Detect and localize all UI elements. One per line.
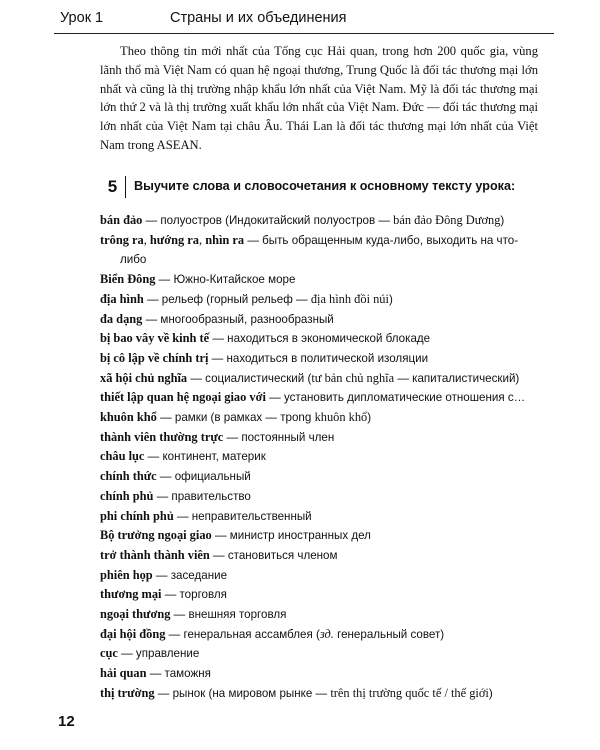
vocab-term: chính phủ <box>100 488 154 503</box>
vocab-definition <box>212 529 371 542</box>
vocab-definition <box>157 470 251 483</box>
vocab-term: cục <box>100 646 118 661</box>
vocab-entry <box>100 270 540 290</box>
vocab-definition-text: — постоянный член <box>223 430 335 444</box>
vocab-definition <box>165 628 444 641</box>
vocab-definition-text: — торговля <box>161 588 227 602</box>
vocab-definition <box>174 510 312 523</box>
vocab-entry <box>100 467 540 487</box>
vocab-term: bị cô lập về chính trị <box>100 350 209 365</box>
vocab-definition-text: — заседание <box>152 568 228 582</box>
vocab-definition-text: — становиться членом <box>209 548 338 562</box>
vocab-term: thị trường <box>100 685 155 700</box>
vocab-definition-text: — установить дипломатические отношения с… <box>265 391 526 405</box>
vocab-term: phiên họp <box>100 567 153 582</box>
vocab-entry <box>100 408 540 428</box>
page-number: 12 <box>58 713 75 730</box>
vocab-term: xã hội chủ nghĩa <box>100 370 188 385</box>
vocab-definition-tail: ) <box>388 292 393 306</box>
vocab-definition-text: — находиться в экономической блокаде <box>209 332 431 346</box>
running-header <box>54 10 554 32</box>
vocab-definition <box>142 313 333 326</box>
vocab-definition-text: — полуостров (Индокитайский полуостров — <box>142 214 394 227</box>
vocab-definition-tail: — капиталистический) <box>394 371 520 385</box>
vocab-definition-text: — официальный <box>156 470 251 484</box>
header-rule <box>54 33 554 34</box>
vocab-definition-text: — Южно-Китайское море <box>155 273 296 287</box>
vocab-definition-tail: ) <box>500 214 505 227</box>
vocab-entry <box>100 644 540 664</box>
vocab-definition-text: — рамки (в рамках — трong <box>156 411 315 425</box>
vocab-example-vietnamese: bán đảo Đông Dương <box>393 213 501 227</box>
vocab-definition-tail: ) <box>488 686 493 700</box>
vocab-entry <box>100 211 540 231</box>
vocab-definition <box>161 588 226 601</box>
vocab-entry <box>100 684 540 704</box>
vocab-definition-text: — быть обращенным куда-либо, выходить на что-либо <box>120 233 519 267</box>
vocab-term: đa dạng <box>100 311 143 326</box>
vocab-term: trông ra <box>100 232 144 247</box>
vocab-definition-text: — таможня <box>146 667 211 681</box>
vocab-definition-text: — находиться в политической изоляции <box>208 351 429 365</box>
vocab-entry <box>100 231 540 270</box>
vocab-entry <box>100 625 540 645</box>
vocab-definition-text: — многообразный, разнообразный <box>142 312 334 326</box>
vocab-definition-text: — министр иностранных дел <box>211 529 371 543</box>
vocab-definition <box>170 608 286 621</box>
vocab-term: Bộ trưởng ngoại giao <box>100 528 212 543</box>
vocab-term: thương mại <box>100 587 162 602</box>
vocab-definition-text: — рынок (на мировом рынке — <box>154 686 331 700</box>
vocab-definition <box>157 411 371 424</box>
vocab-entry <box>100 605 540 625</box>
vocab-term: ngoại thương <box>100 607 171 622</box>
vocab-term: khuôn khổ <box>100 410 157 425</box>
vocab-definition-text: — социалистический ( <box>187 371 312 385</box>
vocab-entry <box>100 487 540 507</box>
vocab-entry <box>100 526 540 546</box>
vocabulary-list <box>100 211 540 704</box>
intro-paragraph: Theo thông tin mới nhất của Tổng cục Hải quan, trong hơn 200 quốc gia, vùng lãnh thổ mà Việt Nam có quan hệ ngoại thương, Trung Quốc là đối tác thương mại lớn nhất và cũng là thị trường nhập khẩu lớn nhất của Việt Nam. Mỹ là đối tác thương mại lớn thứ 2 và là thị trường xuất khẩu lớn nhất của Việt Nam. Đức — đối tác thương mại lớn nhất của Việt Nam tại châu Âu. Thái Lan là đối tác thương mại lớn nhất của Việt Nam trong ASEAN. <box>100 44 538 152</box>
vocab-separator: , <box>198 232 206 247</box>
vocab-definition-text: — генеральная ассамблея ( <box>165 627 320 641</box>
vocab-definition <box>153 569 227 582</box>
vocab-definition-text: — внешняя торговля <box>170 608 287 622</box>
vocab-definition <box>147 667 211 680</box>
chapter-title: Страны и их объединения <box>170 10 347 26</box>
vocab-definition <box>155 687 493 700</box>
vocab-definition <box>223 431 334 444</box>
vocab-entry <box>100 329 540 349</box>
vocab-definition <box>142 214 504 227</box>
vocab-definition-text: — управление <box>117 647 200 661</box>
vocab-entry <box>100 388 540 408</box>
task-number: 5 <box>100 176 126 198</box>
vocab-entry <box>100 546 540 566</box>
vocab-term: nhìn ra <box>205 232 245 247</box>
vocab-entry <box>100 507 540 527</box>
vocab-example-vietnamese: khuôn khổ <box>314 410 368 425</box>
vocab-entry <box>100 447 540 467</box>
vocab-entry <box>100 566 540 586</box>
vocab-term: châu lục <box>100 449 145 464</box>
vocab-separator: , <box>143 232 150 247</box>
vocab-entry <box>100 369 540 389</box>
vocab-entry <box>100 585 540 605</box>
vocab-definition-tail: ) <box>367 411 372 425</box>
task-title: Выучите слова и словосочетания к основному тексту урока: <box>134 179 516 193</box>
vocab-definition-text: — правительство <box>153 489 251 503</box>
vocab-definition <box>118 647 199 660</box>
vocab-definition <box>153 490 250 503</box>
vocab-term: phi chính phủ <box>100 508 174 523</box>
vocab-example-vietnamese: tư bản chủ nghĩa <box>311 370 395 385</box>
vocab-definition-tail: генеральный совет) <box>333 627 445 641</box>
vocab-term: thành viên thường trực <box>100 429 224 444</box>
lesson-label: Урок 1 <box>60 10 104 26</box>
vocab-entry <box>100 664 540 684</box>
vocab-entry <box>100 310 540 330</box>
vocab-entry <box>100 428 540 448</box>
vocab-entry <box>100 290 540 310</box>
task-heading <box>100 176 550 198</box>
vocab-definition <box>266 391 525 404</box>
vocab-definition <box>209 332 430 345</box>
vocab-definition-text: — рельеф (горный рельеф — <box>143 292 311 306</box>
vocab-definition-text: — континент, материк <box>144 450 266 464</box>
vocab-term: Biển Đông <box>100 272 156 287</box>
vocab-term: đại hội đồng <box>100 626 166 641</box>
vocab-definition <box>155 273 295 286</box>
vocab-definition <box>210 549 338 562</box>
vocab-term: địa hình <box>100 291 144 306</box>
vocab-definition <box>144 450 265 463</box>
vocab-definition-text: — неправительственный <box>173 509 312 523</box>
vocab-term: bán đảo <box>100 213 143 227</box>
vocab-term: hải quan <box>100 666 147 681</box>
vocab-term: hướng ra <box>149 232 199 247</box>
vocab-definition <box>187 372 519 385</box>
vocab-definition <box>144 293 393 306</box>
vocab-example-vietnamese: địa hình đồi núi <box>310 291 389 306</box>
vocab-term: bị bao vây về kinh tế <box>100 331 210 346</box>
vocab-term: chính thức <box>100 469 157 484</box>
vocab-term: trở thành thành viên <box>100 547 210 562</box>
vocab-entry <box>100 349 540 369</box>
vocab-definition <box>208 352 428 365</box>
vocab-abbreviation: зд. <box>319 626 334 641</box>
vocab-example-vietnamese: trên thị trường quốc tế / thế giới <box>330 685 489 700</box>
vocab-term: thiết lập quan hệ ngoại giao với <box>100 390 266 405</box>
